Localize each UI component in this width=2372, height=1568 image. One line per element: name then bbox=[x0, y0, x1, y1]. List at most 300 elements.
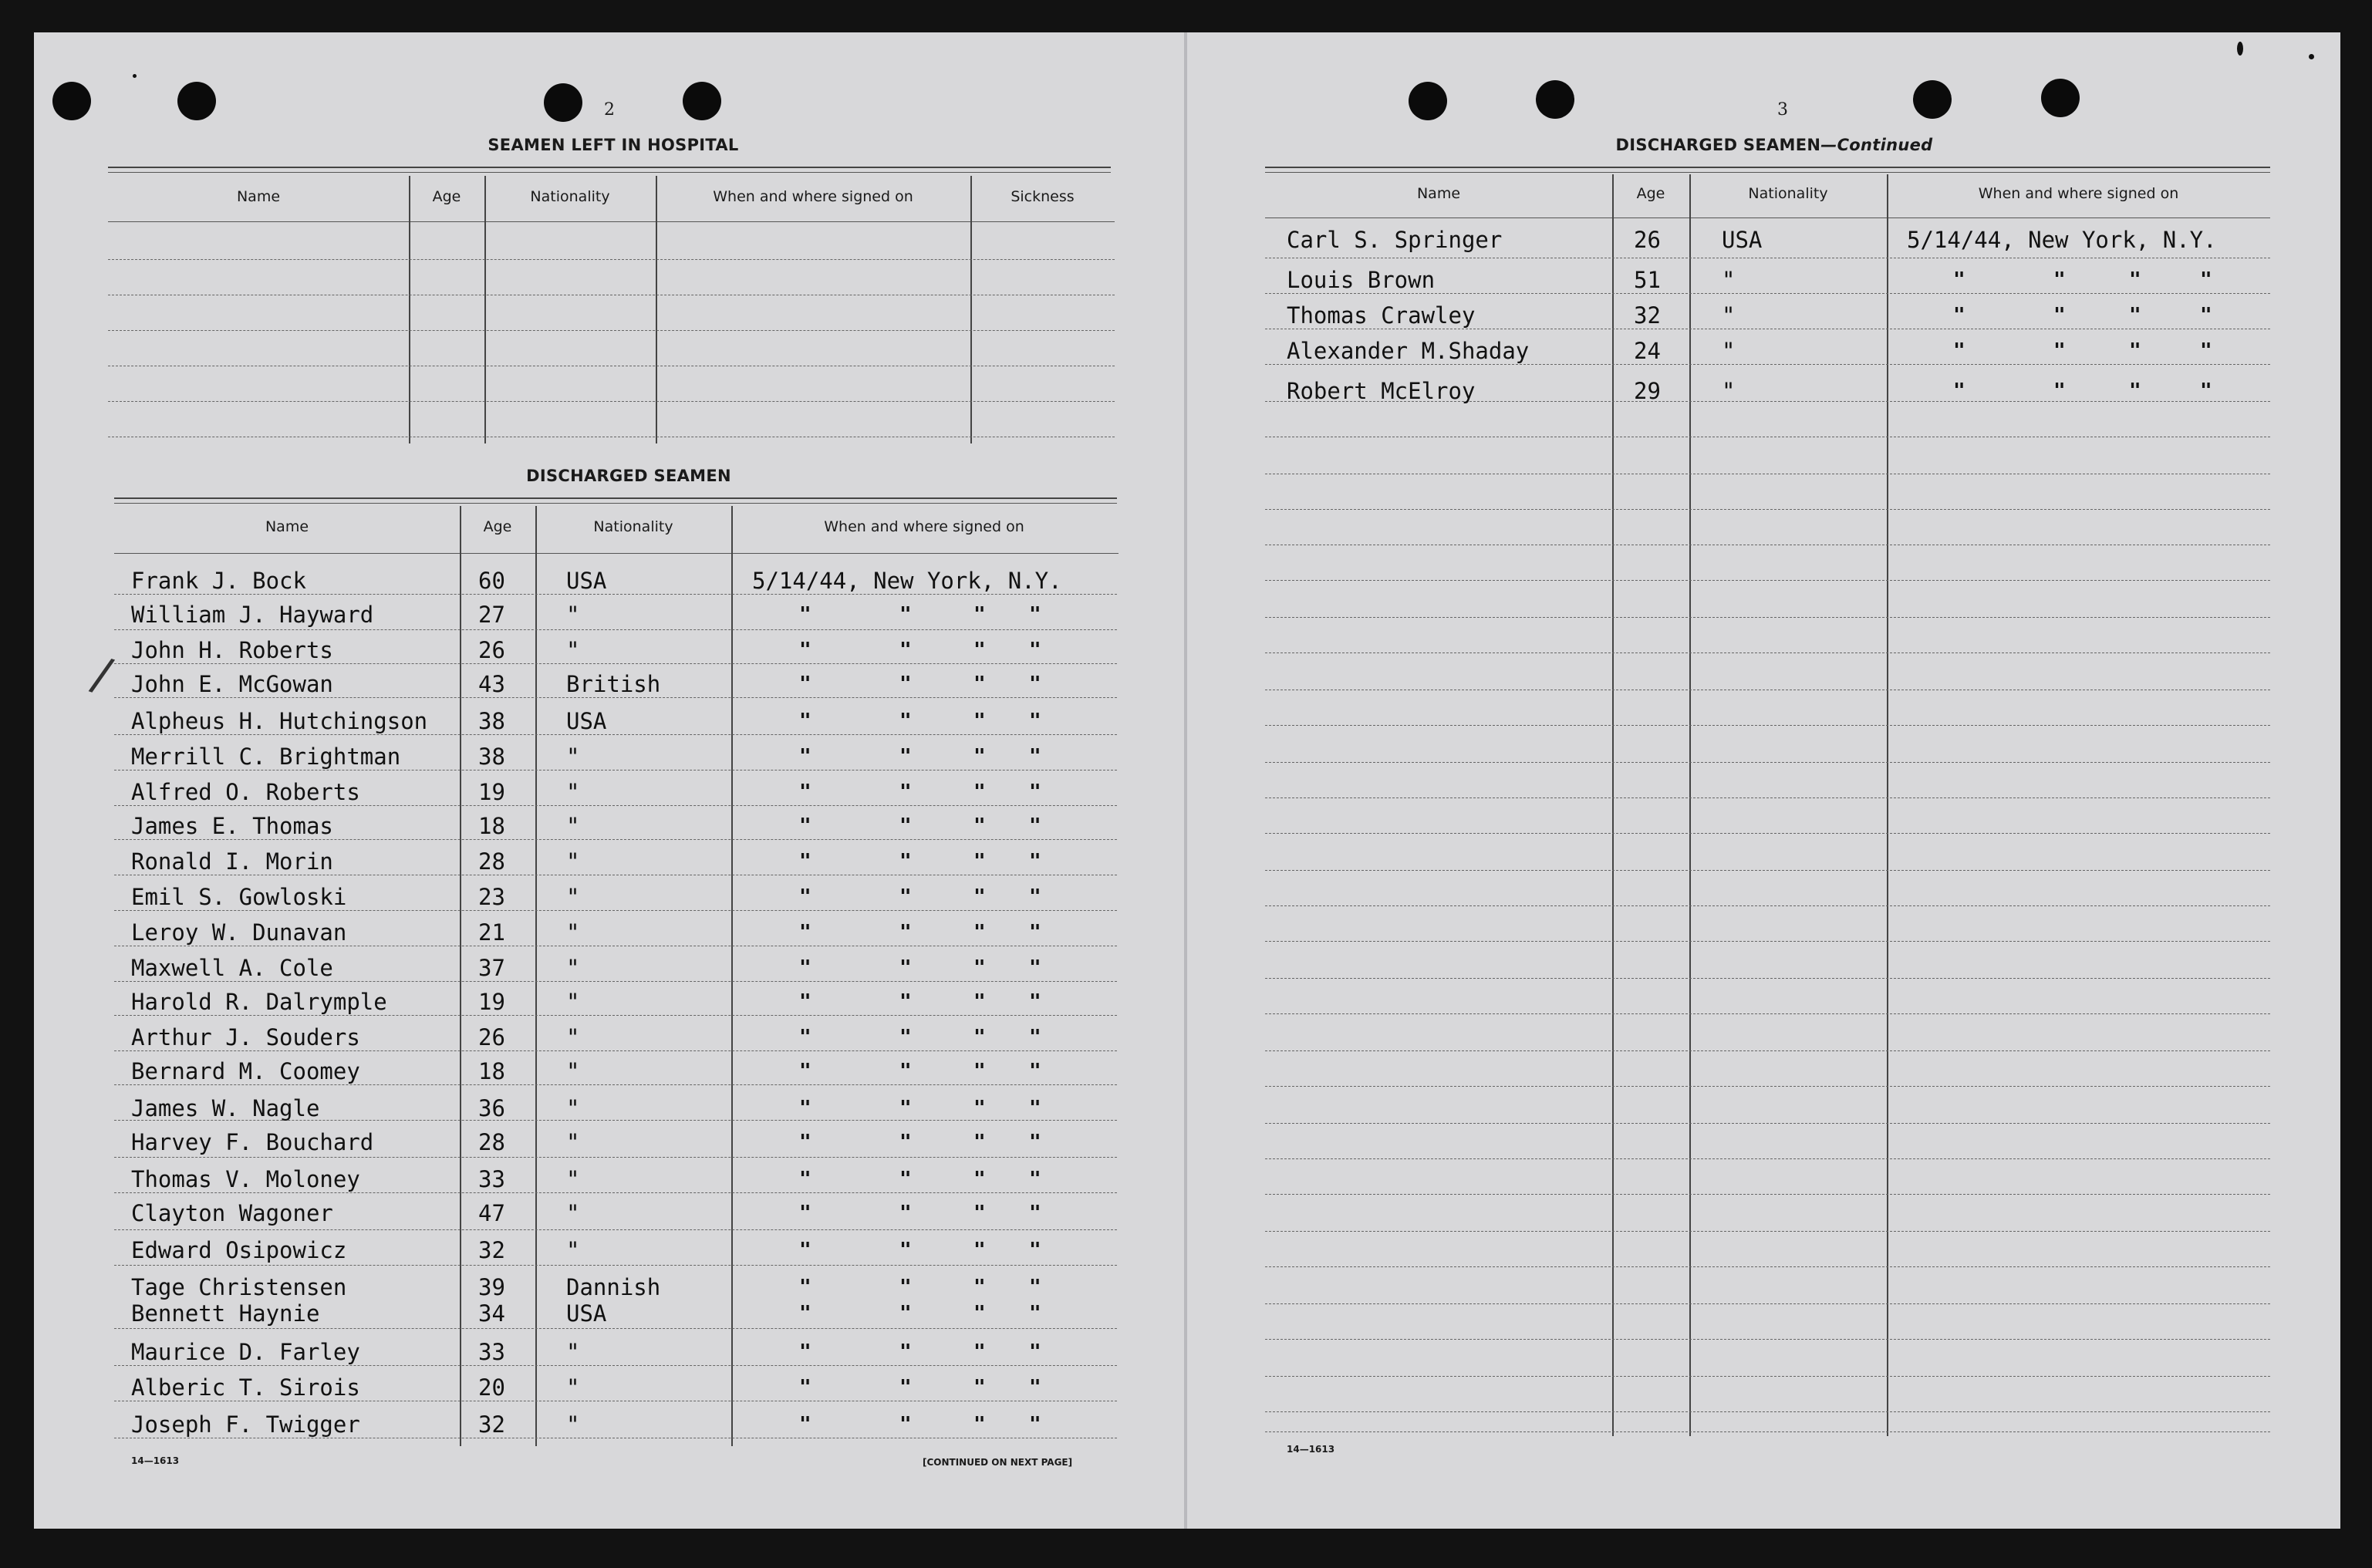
row-line bbox=[114, 1050, 1117, 1051]
ditto-mark: " bbox=[799, 1202, 811, 1225]
seaman-name: Frank J. Bock bbox=[131, 568, 306, 594]
ditto-mark: " bbox=[1029, 1413, 1041, 1436]
seaman-nationality: Dannish bbox=[566, 1274, 661, 1300]
ditto-mark: " bbox=[973, 850, 986, 873]
seaman-name: Bennett Haynie bbox=[131, 1300, 320, 1327]
seaman-nationality: " bbox=[566, 1411, 580, 1438]
seaman-nationality: " bbox=[1722, 378, 1736, 404]
punch-hole bbox=[177, 82, 216, 120]
ditto-mark: " bbox=[1029, 745, 1041, 768]
seaman-name: Edward Osipowicz bbox=[131, 1237, 347, 1263]
ditto-mark: " bbox=[799, 603, 811, 626]
seaman-name: James W. Nagle bbox=[131, 1095, 320, 1121]
continued-top-rule bbox=[1265, 167, 2270, 168]
seaman-nationality: " bbox=[566, 1237, 580, 1263]
ditto-mark: " bbox=[1029, 1302, 1041, 1325]
ditto-mark: " bbox=[1029, 1097, 1041, 1120]
ditto-mark: " bbox=[1029, 639, 1041, 662]
seaman-name: Alberic T. Sirois bbox=[131, 1374, 360, 1401]
form-number-left: 14—1613 bbox=[131, 1455, 180, 1466]
ditto-mark: " bbox=[899, 1340, 912, 1364]
seaman-nationality: " bbox=[566, 779, 580, 805]
seaman-age: 60 bbox=[478, 568, 505, 594]
column-divider bbox=[535, 506, 537, 1446]
ditto-mark: " bbox=[799, 1131, 811, 1154]
seaman-name: Arthur J. Souders bbox=[131, 1024, 360, 1050]
seaman-nationality: USA bbox=[566, 568, 607, 594]
seaman-nationality: " bbox=[1722, 267, 1736, 293]
column-header: Age bbox=[432, 188, 461, 205]
page-number-left: 2 bbox=[604, 100, 615, 120]
row-line bbox=[114, 663, 1117, 664]
row-line bbox=[114, 1015, 1117, 1016]
row-line bbox=[1265, 1194, 2270, 1195]
seaman-name: James E. Thomas bbox=[131, 813, 333, 839]
row-line bbox=[1265, 1231, 2270, 1232]
seaman-nationality: " bbox=[566, 602, 580, 628]
row-line bbox=[1265, 762, 2270, 763]
discharged-top-rule bbox=[114, 497, 1117, 499]
punch-hole bbox=[2041, 79, 2080, 117]
ditto-mark: " bbox=[899, 1097, 912, 1120]
seaman-nationality: " bbox=[1722, 338, 1736, 364]
ditto-mark: " bbox=[899, 1060, 912, 1083]
seaman-age: 27 bbox=[478, 602, 505, 628]
ditto-mark: " bbox=[973, 639, 986, 662]
row-line bbox=[108, 259, 1115, 260]
ditto-mark: " bbox=[899, 885, 912, 909]
ditto-mark: " bbox=[899, 1413, 912, 1436]
seaman-age: 32 bbox=[478, 1411, 505, 1438]
ditto-mark: " bbox=[1029, 781, 1041, 804]
seaman-age: 33 bbox=[478, 1339, 505, 1365]
ditto-mark: " bbox=[973, 673, 986, 696]
seaman-nationality: " bbox=[566, 989, 580, 1015]
seaman-age: 33 bbox=[478, 1166, 505, 1192]
ditto-mark: " bbox=[899, 921, 912, 944]
ditto-mark: " bbox=[973, 990, 986, 1013]
row-line bbox=[1265, 1266, 2270, 1267]
seaman-age: 18 bbox=[478, 1058, 505, 1084]
ditto-mark: " bbox=[799, 1239, 811, 1262]
row-line bbox=[114, 594, 1117, 595]
seaman-name: Tage Christensen bbox=[131, 1274, 347, 1300]
row-line bbox=[1265, 1013, 2270, 1014]
seaman-nationality: " bbox=[566, 955, 580, 981]
seaman-age: 28 bbox=[478, 848, 505, 875]
ditto-mark: " bbox=[899, 1131, 912, 1154]
row-line bbox=[1265, 364, 2270, 365]
column-header: Name bbox=[1416, 185, 1461, 202]
seaman-name: Maurice D. Farley bbox=[131, 1339, 360, 1365]
seaman-nationality: " bbox=[1722, 302, 1736, 329]
row-line bbox=[114, 1365, 1117, 1366]
ditto-mark: " bbox=[2129, 379, 2141, 403]
ditto-mark: " bbox=[799, 814, 811, 838]
ditto-mark: " bbox=[799, 1026, 811, 1049]
seaman-name: Robert McElroy bbox=[1287, 378, 1476, 404]
ditto-mark: " bbox=[799, 639, 811, 662]
check-mark: / bbox=[86, 646, 118, 703]
ditto-mark: " bbox=[973, 1026, 986, 1049]
ditto-mark: " bbox=[799, 956, 811, 980]
ditto-mark: " bbox=[1029, 710, 1041, 733]
seaman-nationality: " bbox=[566, 848, 580, 875]
row-line bbox=[114, 1157, 1117, 1158]
row-line bbox=[1265, 1086, 2270, 1087]
seaman-nationality: " bbox=[566, 813, 580, 839]
row-line bbox=[1265, 652, 2270, 653]
seaman-name: Harold R. Dalrymple bbox=[131, 989, 387, 1015]
column-divider bbox=[484, 176, 486, 443]
column-divider bbox=[970, 176, 972, 443]
ditto-mark: " bbox=[799, 990, 811, 1013]
seaman-name: Leroy W. Dunavan bbox=[131, 919, 347, 946]
seaman-age: 32 bbox=[478, 1237, 505, 1263]
ditto-mark: " bbox=[2053, 379, 2066, 403]
column-header: Nationality bbox=[530, 188, 610, 205]
row-line bbox=[114, 1229, 1117, 1230]
ditto-mark: " bbox=[799, 673, 811, 696]
seaman-nationality: " bbox=[566, 919, 580, 946]
ditto-mark: " bbox=[899, 1026, 912, 1049]
seaman-name: William J. Hayward bbox=[131, 602, 374, 628]
ditto-mark: " bbox=[973, 921, 986, 944]
hospital-section-title: SEAMEN LEFT IN HOSPITAL bbox=[488, 136, 739, 154]
seaman-age: 36 bbox=[478, 1095, 505, 1121]
seaman-nationality: " bbox=[566, 1339, 580, 1365]
signed-on-entry: 5/14/44, New York, N.Y. bbox=[1907, 227, 2217, 253]
punch-hole bbox=[1536, 80, 1574, 119]
ditto-mark: " bbox=[2129, 304, 2141, 327]
ditto-mark: " bbox=[2053, 304, 2066, 327]
ditto-mark: " bbox=[973, 1097, 986, 1120]
column-header: Nationality bbox=[593, 518, 673, 535]
ditto-mark: " bbox=[799, 1413, 811, 1436]
ditto-mark: " bbox=[899, 1376, 912, 1399]
punch-hole bbox=[1913, 80, 1952, 119]
ditto-mark: " bbox=[2200, 339, 2212, 362]
ditto-mark: " bbox=[1953, 268, 1965, 292]
ditto-mark: " bbox=[1029, 1376, 1041, 1399]
seaman-name: Harvey F. Bouchard bbox=[131, 1129, 374, 1155]
seaman-nationality: " bbox=[566, 1024, 580, 1050]
row-line bbox=[1265, 870, 2270, 871]
seaman-nationality: " bbox=[566, 1058, 580, 1084]
ditto-mark: " bbox=[973, 710, 986, 733]
row-line bbox=[114, 629, 1117, 630]
ditto-mark: " bbox=[2200, 379, 2212, 403]
column-header: Nationality bbox=[1748, 185, 1828, 202]
ditto-mark: " bbox=[973, 603, 986, 626]
ditto-mark: " bbox=[899, 1168, 912, 1191]
seaman-nationality: " bbox=[566, 1166, 580, 1192]
column-header: Sickness bbox=[1011, 188, 1075, 205]
row-line bbox=[1265, 1376, 2270, 1377]
seaman-name: Merrill C. Brightman bbox=[131, 744, 401, 770]
row-line bbox=[1265, 1158, 2270, 1159]
row-line bbox=[1265, 1431, 2270, 1432]
punch-hole bbox=[683, 82, 721, 120]
row-line bbox=[114, 1328, 1117, 1329]
ditto-mark: " bbox=[1029, 1026, 1041, 1049]
ditto-mark: " bbox=[1953, 379, 1965, 403]
ditto-mark: " bbox=[1029, 1239, 1041, 1262]
row-line bbox=[1265, 293, 2270, 294]
seaman-nationality: " bbox=[566, 637, 580, 663]
ditto-mark: " bbox=[973, 1239, 986, 1262]
ditto-mark: " bbox=[973, 1376, 986, 1399]
ditto-mark: " bbox=[899, 1302, 912, 1325]
ditto-mark: " bbox=[1953, 304, 1965, 327]
seaman-nationality: British bbox=[566, 671, 661, 697]
row-line bbox=[1265, 905, 2270, 906]
seaman-age: 39 bbox=[478, 1274, 505, 1300]
seaman-age: 43 bbox=[478, 671, 505, 697]
ditto-mark: " bbox=[1029, 1060, 1041, 1083]
discharged-section-title: DISCHARGED SEAMEN bbox=[526, 467, 731, 485]
row-line bbox=[114, 839, 1117, 840]
continued-title-suffix: —Continued bbox=[1820, 136, 1933, 154]
row-line bbox=[114, 770, 1117, 771]
seaman-nationality: USA bbox=[566, 708, 607, 734]
row-line bbox=[1265, 978, 2270, 979]
continued-section-title bbox=[1581, 136, 1967, 154]
column-header: When and where signed on bbox=[713, 188, 913, 205]
record-sheet bbox=[34, 32, 2340, 1529]
ditto-mark: " bbox=[1029, 1131, 1041, 1154]
ink-speck bbox=[2309, 54, 2314, 59]
seaman-age: 26 bbox=[478, 1024, 505, 1050]
seaman-nationality: USA bbox=[1722, 227, 1763, 253]
punch-hole bbox=[52, 82, 91, 120]
seaman-nationality: " bbox=[566, 1374, 580, 1401]
column-divider bbox=[460, 506, 461, 1446]
ditto-mark: " bbox=[1029, 1202, 1041, 1225]
ditto-mark: " bbox=[899, 1276, 912, 1299]
seaman-age: 20 bbox=[478, 1374, 505, 1401]
ditto-mark: " bbox=[2129, 268, 2141, 292]
seaman-age: 26 bbox=[1634, 227, 1661, 253]
punch-hole bbox=[1409, 82, 1447, 120]
row-line bbox=[108, 330, 1115, 331]
seaman-age: 32 bbox=[1634, 302, 1661, 329]
row-line bbox=[1265, 797, 2270, 798]
ditto-mark: " bbox=[899, 1202, 912, 1225]
seaman-nationality: " bbox=[566, 884, 580, 910]
row-line bbox=[114, 697, 1117, 698]
ditto-mark: " bbox=[799, 1276, 811, 1299]
page-fold bbox=[1184, 32, 1187, 1529]
ditto-mark: " bbox=[1029, 673, 1041, 696]
seaman-name: Ronald I. Morin bbox=[131, 848, 333, 875]
seaman-name: Bernard M. Coomey bbox=[131, 1058, 360, 1084]
row-line bbox=[114, 1192, 1117, 1193]
row-line bbox=[1265, 833, 2270, 834]
column-header: Age bbox=[1636, 185, 1665, 202]
ditto-mark: " bbox=[899, 1239, 912, 1262]
row-line bbox=[1265, 1339, 2270, 1340]
ditto-mark: " bbox=[899, 745, 912, 768]
ditto-mark: " bbox=[1029, 1340, 1041, 1364]
ditto-mark: " bbox=[799, 781, 811, 804]
ditto-mark: " bbox=[799, 850, 811, 873]
seaman-name: Maxwell A. Cole bbox=[131, 955, 333, 981]
seaman-name: Thomas V. Moloney bbox=[131, 1166, 360, 1192]
ditto-mark: " bbox=[899, 673, 912, 696]
seaman-age: 23 bbox=[478, 884, 505, 910]
form-number-right: 14—1613 bbox=[1287, 1444, 1335, 1455]
seaman-age: 24 bbox=[1634, 338, 1661, 364]
ditto-mark: " bbox=[2200, 304, 2212, 327]
seaman-age: 28 bbox=[478, 1129, 505, 1155]
seaman-age: 26 bbox=[478, 637, 505, 663]
row-line bbox=[1265, 1050, 2270, 1051]
seaman-age: 21 bbox=[478, 919, 505, 946]
row-line bbox=[1265, 941, 2270, 942]
punch-hole bbox=[544, 83, 582, 122]
row-line bbox=[114, 1084, 1117, 1085]
seaman-age: 34 bbox=[478, 1300, 505, 1327]
page-number-right: 3 bbox=[1777, 100, 1788, 120]
ditto-mark: " bbox=[2053, 268, 2066, 292]
ink-speck bbox=[2237, 42, 2243, 56]
ditto-mark: " bbox=[973, 956, 986, 980]
ditto-mark: " bbox=[973, 781, 986, 804]
row-line bbox=[114, 910, 1117, 911]
ditto-mark: " bbox=[799, 745, 811, 768]
ditto-mark: " bbox=[899, 639, 912, 662]
row-line bbox=[1265, 725, 2270, 726]
row-line bbox=[1265, 1303, 2270, 1304]
seaman-age: 47 bbox=[478, 1200, 505, 1226]
seaman-nationality: USA bbox=[566, 1300, 607, 1327]
ditto-mark: " bbox=[1029, 1276, 1041, 1299]
column-divider bbox=[656, 176, 657, 443]
column-header: Age bbox=[483, 518, 512, 535]
seaman-name: Alexander M.Shaday bbox=[1287, 338, 1530, 364]
ditto-mark: " bbox=[799, 1060, 811, 1083]
column-divider bbox=[409, 176, 410, 443]
ditto-mark: " bbox=[1029, 956, 1041, 980]
ditto-mark: " bbox=[799, 1302, 811, 1325]
ditto-mark: " bbox=[1029, 1168, 1041, 1191]
seaman-nationality: " bbox=[566, 1129, 580, 1155]
row-line bbox=[1265, 580, 2270, 581]
seaman-name: John H. Roberts bbox=[131, 637, 333, 663]
ditto-mark: " bbox=[899, 956, 912, 980]
ditto-mark: " bbox=[973, 745, 986, 768]
seaman-age: 18 bbox=[478, 813, 505, 839]
ditto-mark: " bbox=[1029, 850, 1041, 873]
ditto-mark: " bbox=[2053, 339, 2066, 362]
seaman-age: 19 bbox=[478, 989, 505, 1015]
column-header: When and where signed on bbox=[1978, 185, 2179, 202]
seaman-name: John E. McGowan bbox=[131, 671, 333, 697]
column-header: Name bbox=[265, 518, 309, 535]
ditto-mark: " bbox=[799, 1097, 811, 1120]
ditto-mark: " bbox=[973, 1302, 986, 1325]
ditto-mark: " bbox=[973, 885, 986, 909]
row-line bbox=[1265, 1123, 2270, 1124]
ditto-mark: " bbox=[799, 1376, 811, 1399]
ditto-mark: " bbox=[1953, 339, 1965, 362]
seaman-nationality: " bbox=[566, 1095, 580, 1121]
ditto-mark: " bbox=[973, 1131, 986, 1154]
row-line bbox=[114, 805, 1117, 806]
row-line bbox=[1265, 509, 2270, 510]
continued-note: [CONTINUED ON NEXT PAGE] bbox=[923, 1457, 1073, 1468]
ditto-mark: " bbox=[1029, 990, 1041, 1013]
continued-title-main: DISCHARGED SEAMEN bbox=[1615, 136, 1821, 154]
row-line bbox=[108, 401, 1115, 402]
row-line bbox=[1265, 617, 2270, 618]
signed-on-entry: 5/14/44, New York, N.Y. bbox=[752, 568, 1062, 594]
seaman-name: Alpheus H. Hutchingson bbox=[131, 708, 428, 734]
seaman-age: 38 bbox=[478, 708, 505, 734]
seaman-name: Thomas Crawley bbox=[1287, 302, 1476, 329]
ditto-mark: " bbox=[899, 781, 912, 804]
ditto-mark: " bbox=[899, 990, 912, 1013]
ditto-mark: " bbox=[799, 1340, 811, 1364]
seaman-age: 37 bbox=[478, 955, 505, 981]
seaman-age: 19 bbox=[478, 779, 505, 805]
ditto-mark: " bbox=[1029, 814, 1041, 838]
column-divider bbox=[731, 506, 733, 1446]
seaman-name: Emil S. Gowloski bbox=[131, 884, 347, 910]
ditto-mark: " bbox=[799, 710, 811, 733]
ditto-mark: " bbox=[899, 814, 912, 838]
ditto-mark: " bbox=[899, 710, 912, 733]
seaman-age: 51 bbox=[1634, 267, 1661, 293]
column-header: Name bbox=[236, 188, 281, 205]
ditto-mark: " bbox=[799, 921, 811, 944]
ditto-mark: " bbox=[973, 814, 986, 838]
row-line bbox=[114, 1265, 1117, 1266]
seaman-name: Alfred O. Roberts bbox=[131, 779, 360, 805]
column-header: When and where signed on bbox=[824, 518, 1024, 535]
ditto-mark: " bbox=[799, 1168, 811, 1191]
ditto-mark: " bbox=[899, 850, 912, 873]
seaman-name: Louis Brown bbox=[1287, 267, 1436, 293]
ditto-mark: " bbox=[799, 885, 811, 909]
seaman-name: Carl S. Springer bbox=[1287, 227, 1503, 253]
ditto-mark: " bbox=[899, 603, 912, 626]
ditto-mark: " bbox=[973, 1413, 986, 1436]
ditto-mark: " bbox=[973, 1340, 986, 1364]
ditto-mark: " bbox=[2129, 339, 2141, 362]
ditto-mark: " bbox=[1029, 603, 1041, 626]
row-line bbox=[114, 734, 1117, 735]
ditto-mark: " bbox=[1029, 921, 1041, 944]
ink-speck bbox=[133, 74, 137, 78]
seaman-name: Joseph F. Twigger bbox=[131, 1411, 360, 1438]
hospital-top-rule bbox=[108, 167, 1111, 168]
ditto-mark: " bbox=[973, 1168, 986, 1191]
ditto-mark: " bbox=[2200, 268, 2212, 292]
seaman-age: 38 bbox=[478, 744, 505, 770]
ditto-mark: " bbox=[973, 1060, 986, 1083]
ditto-mark: " bbox=[973, 1276, 986, 1299]
row-line bbox=[1265, 1411, 2270, 1412]
seaman-age: 29 bbox=[1634, 378, 1661, 404]
seaman-name: Clayton Wagoner bbox=[131, 1200, 333, 1226]
seaman-nationality: " bbox=[566, 744, 580, 770]
seaman-nationality: " bbox=[566, 1200, 580, 1226]
row-line bbox=[114, 981, 1117, 982]
ditto-mark: " bbox=[973, 1202, 986, 1225]
ditto-mark: " bbox=[1029, 885, 1041, 909]
